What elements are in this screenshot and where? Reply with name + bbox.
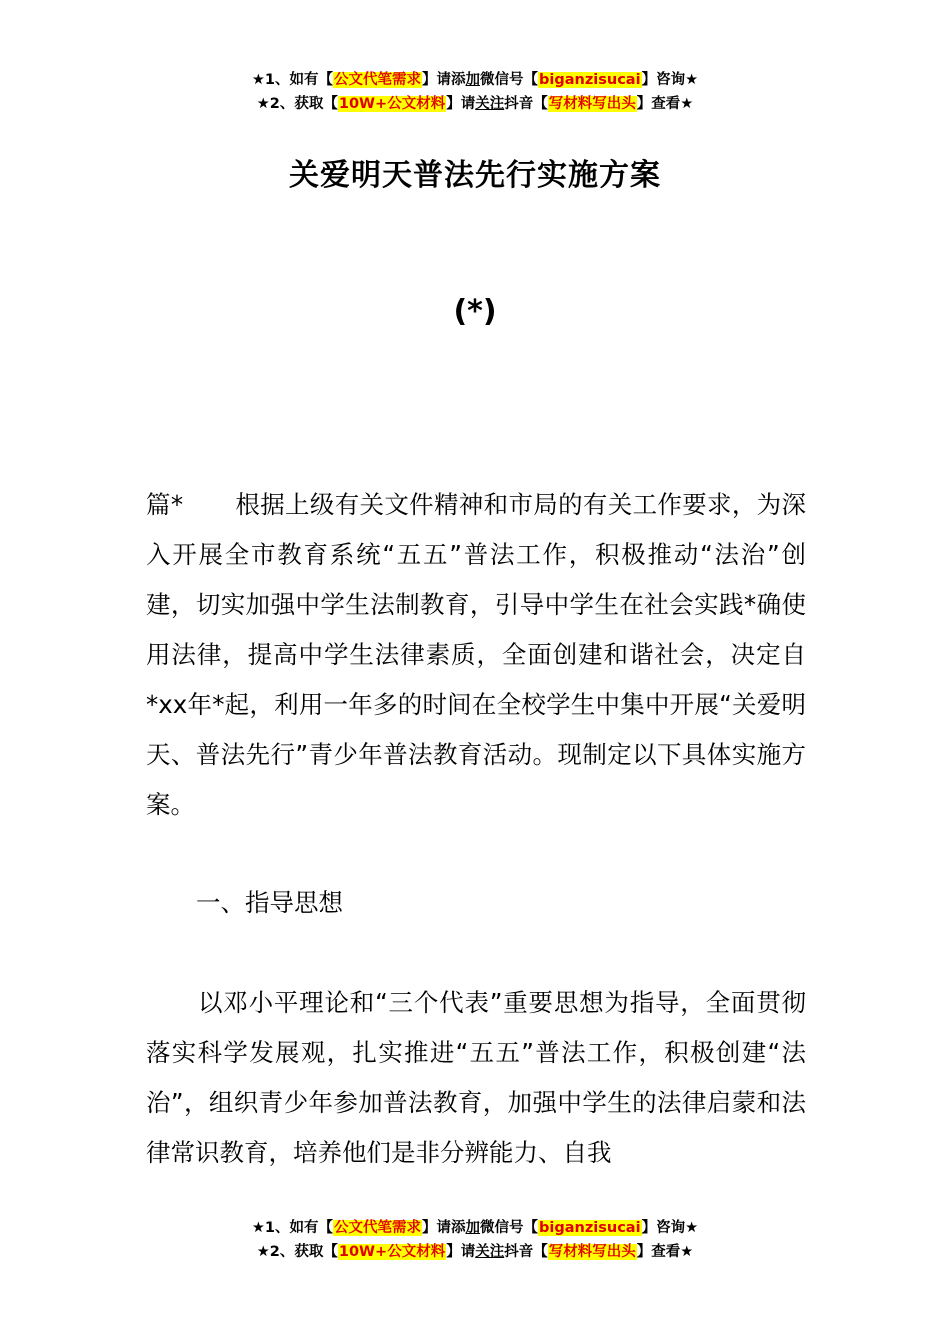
- banner-highlight: 公文代笔需求: [334, 1220, 422, 1236]
- banner-text: 】请添: [422, 1220, 466, 1236]
- banner-underlined-text: 关注: [475, 1244, 505, 1260]
- banner-text: 】请添: [422, 72, 466, 88]
- banner-highlight: 写材料写出头: [548, 96, 636, 112]
- header-banner: [0, 68, 950, 116]
- banner-text: 抖音【: [504, 96, 548, 112]
- banner-line-1: [0, 1216, 950, 1240]
- footer-banner: [0, 1216, 950, 1264]
- document-subtitle: (*): [453, 294, 497, 329]
- banner-text: 微信号【: [480, 72, 539, 88]
- banner-highlight: 10W+公文材料: [338, 96, 446, 112]
- banner-underlined-text: 加: [465, 1220, 481, 1236]
- intro-paragraph: [146, 480, 806, 830]
- banner-text: 抖音【: [504, 1244, 548, 1260]
- banner-line-1: [0, 68, 950, 92]
- banner-highlight: 公文代笔需求: [334, 72, 422, 88]
- banner-text: ★1、如有【: [251, 72, 334, 88]
- banner-text: 】咨询★: [641, 1220, 699, 1236]
- banner-text: 微信号【: [480, 1220, 539, 1236]
- banner-highlight: biganzisucai: [539, 1220, 641, 1236]
- banner-text: 】咨询★: [641, 72, 699, 88]
- intro-lead: 篇*: [146, 490, 184, 519]
- banner-text: ★2、获取【: [256, 96, 338, 112]
- banner-line-2: [0, 1240, 950, 1264]
- intro-text: 根据上级有关文件精神和市局的有关工作要求，为深入开展全市教育系统“五五”普法工作，积极推动“法治”创建，切实加强中学生法制教育，引导中学生在社会实践*确使用法律，提高中学生法律素质，全面创建和谐社会，决定自*xx年*起，利用一年多的时间在全校学生中集中开展“关爱明天、普法先行”青少年普法教育活动。现制定以下具体实施方案。: [146, 490, 807, 819]
- banner-text: ★2、获取【: [256, 1244, 338, 1260]
- banner-underlined-text: 关注: [475, 96, 505, 112]
- banner-highlight: 10W+公文材料: [338, 1244, 446, 1260]
- banner-text: ★1、如有【: [251, 1220, 334, 1236]
- banner-line-2: [0, 92, 950, 116]
- banner-highlight: biganzisucai: [539, 72, 641, 88]
- banner-text: 】查看★: [636, 96, 694, 112]
- banner-underlined-text: 加: [465, 72, 481, 88]
- banner-text: 】请: [446, 1244, 476, 1260]
- banner-text: 】查看★: [636, 1244, 694, 1260]
- section-heading: 一、指导思想: [196, 888, 343, 917]
- document-title: 关爱明天普法先行实施方案: [289, 158, 661, 193]
- section-paragraph: 以邓小平理论和“三个代表”重要思想为指导，全面贯彻落实科学发展观，扎实推进“五五”普法工作，积极创建“法治”，组织青少年参加普法教育，加强中学生的法律启蒙和法律常识教育，培养他们是非分辨能力、自我: [146, 988, 806, 1167]
- banner-highlight: 写材料写出头: [548, 1244, 636, 1260]
- banner-text: 】请: [446, 96, 476, 112]
